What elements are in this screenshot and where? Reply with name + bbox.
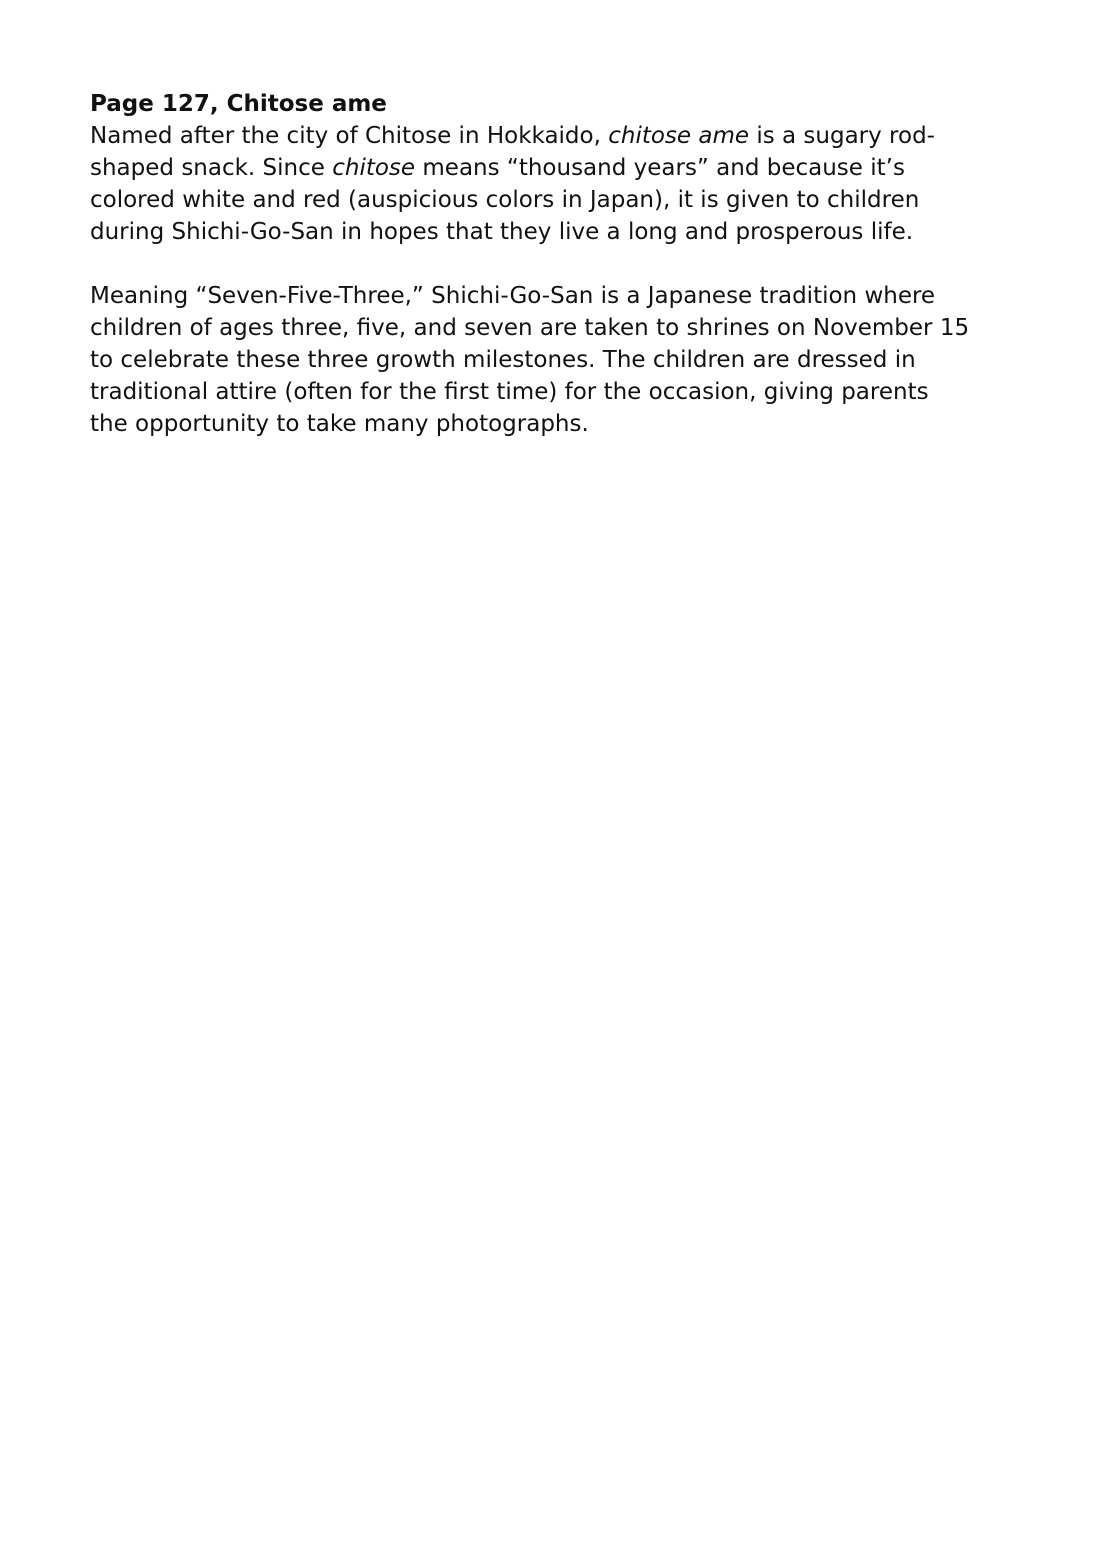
paragraph-2-line-5: the opportunity to take many photographs. (90, 411, 589, 437)
paragraph-1-line-1 (90, 120, 990, 152)
text-run: means “thousand years” and because it’s (415, 155, 905, 181)
text-run: Named after the city of Chitose in Hokkaido, (90, 123, 609, 149)
paragraph-1-line-4: during Shichi-Go-San in hopes that they live a long and prosperous life. (90, 219, 914, 245)
document-body (90, 88, 990, 440)
paragraph-1-line-2 (90, 152, 990, 184)
paragraph-2-line-4: traditional attire (often for the first time) for the occasion, giving parents (90, 379, 929, 405)
paragraph-2-line-2: children of ages three, five, and seven are taken to shrines on November 15 (90, 315, 970, 341)
paragraph-chitose-ame (90, 120, 990, 248)
text-run: shaped snack. Since (90, 155, 333, 181)
paragraph-2-line-3: to celebrate these three growth milestones. The children are dressed in (90, 347, 916, 373)
paragraph-2-line-1: Meaning “Seven-Five-Three,” Shichi-Go-San is a Japanese tradition where (90, 283, 936, 309)
paragraph-shichi-go-san (90, 280, 990, 440)
italic-term-chitose-ame: chitose ame (608, 123, 750, 149)
italic-term-chitose: chitose (332, 155, 416, 181)
section-heading: Page 127, Chitose ame (90, 91, 387, 117)
text-run: is a sugary rod- (749, 123, 935, 149)
paragraph-1-line-3: colored white and red (auspicious colors in Japan), it is given to children (90, 187, 920, 213)
